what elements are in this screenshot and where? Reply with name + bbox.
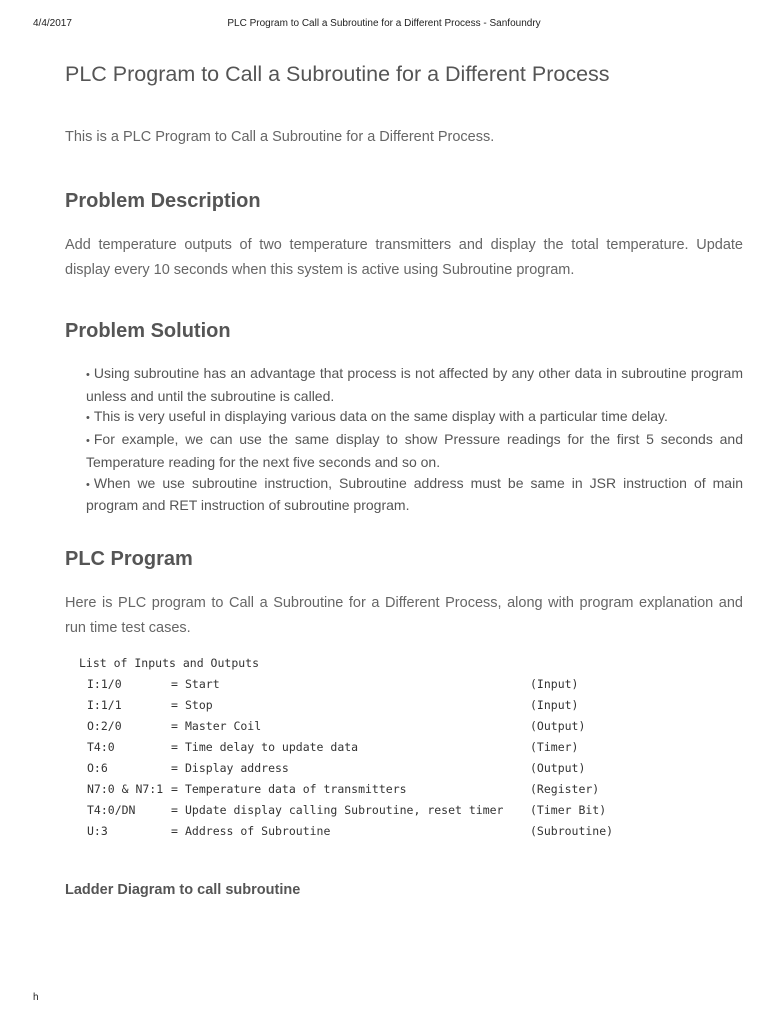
bullet-dot-icon: • <box>86 412 90 425</box>
io-description: Stop <box>185 698 213 712</box>
io-row <box>87 740 579 756</box>
io-type: (Register) <box>530 782 600 796</box>
io-type: (Timer) <box>530 740 579 754</box>
problem-description-text: Add temperature outputs of two temperature transmitters and display the total temperature. Update display every 10 seconds when this system is active using Subroutine program. <box>65 237 743 278</box>
io-row <box>87 824 614 840</box>
io-equals: = <box>171 698 178 712</box>
bullet-text: When we use subroutine instruction, Subroutine address must be same in JSR instruction of main program and RET instruction of subroutine program. <box>86 474 743 514</box>
io-type: (Subroutine) <box>530 824 614 838</box>
ladder-diagram-heading: Ladder Diagram to call subroutine <box>65 882 301 898</box>
print-header <box>0 18 768 32</box>
io-row <box>87 782 600 798</box>
io-row <box>87 677 579 693</box>
io-row <box>87 761 586 777</box>
io-description: Address of Subroutine <box>185 824 331 838</box>
io-list-title: List of Inputs and Outputs <box>79 656 260 670</box>
io-description: Temperature data of transmitters <box>185 782 407 796</box>
io-type: (Output) <box>530 761 586 775</box>
io-equals: = <box>171 740 178 754</box>
io-description: Master Coil <box>185 719 262 733</box>
problem-solution-heading: Problem Solution <box>65 320 231 342</box>
io-description: Update display calling Subroutine, reset timer <box>185 803 504 817</box>
bullet-item <box>86 363 743 406</box>
bullet-item <box>86 473 743 516</box>
io-address: U:3 <box>87 824 108 838</box>
io-type: (Input) <box>530 677 579 691</box>
article-title: PLC Program to Call a Subroutine for a Different Process <box>65 62 610 86</box>
io-row <box>87 698 579 714</box>
io-equals: = <box>171 719 178 733</box>
solution-bullet-list <box>86 363 743 516</box>
io-equals: = <box>171 803 178 817</box>
bullet-item <box>86 429 743 472</box>
problem-description-heading: Problem Description <box>65 190 261 212</box>
io-equals: = <box>171 677 178 691</box>
bullet-text: Using subroutine has an advantage that process is not affected by any other data in subroutine program unless and until the subroutine is called. <box>86 365 743 404</box>
io-row <box>87 803 607 819</box>
io-address: T4:0 <box>87 740 115 754</box>
io-type: (Output) <box>530 719 586 733</box>
io-equals: = <box>171 824 178 838</box>
bullet-text: This is very useful in displaying various data on the same display with a particular time delay. <box>93 408 668 425</box>
bullet-text: For example, we can use the same display to show Pressure readings for the first 5 seconds and Temperature reading for the next five seconds and so on. <box>86 431 743 470</box>
io-address: I:1/1 <box>87 698 122 712</box>
bullet-item <box>86 406 743 429</box>
io-description: Time delay to update data <box>185 740 359 754</box>
print-date: 4/4/2017 <box>33 18 72 29</box>
print-page-title: PLC Program to Call a Subroutine for a Different Process - Sanfoundry <box>227 18 541 29</box>
io-address: N7:0 & N7:1 <box>87 782 164 796</box>
article-intro: This is a PLC Program to Call a Subroutine for a Different Process. <box>65 129 495 145</box>
io-equals: = <box>171 761 178 775</box>
io-equals: = <box>171 782 178 796</box>
plc-program-text: Here is PLC program to Call a Subroutine for a Different Process, along with program explanation and run time test cases. <box>65 595 743 636</box>
io-description: Start <box>185 677 220 691</box>
io-address: O:2/0 <box>87 719 122 733</box>
io-type: (Input) <box>530 698 579 712</box>
plc-program-heading: PLC Program <box>65 548 193 570</box>
io-type: (Timer Bit) <box>530 803 607 817</box>
io-address: T4:0/DN <box>87 803 136 817</box>
io-address: I:1/0 <box>87 677 122 691</box>
footer-mark: h <box>33 992 39 1003</box>
io-row <box>87 719 586 735</box>
io-description: Display address <box>185 761 289 775</box>
bullet-dot-icon: • <box>86 435 90 448</box>
bullet-dot-icon: • <box>86 478 90 491</box>
io-address: O:6 <box>87 761 108 775</box>
bullet-dot-icon: • <box>86 369 90 381</box>
